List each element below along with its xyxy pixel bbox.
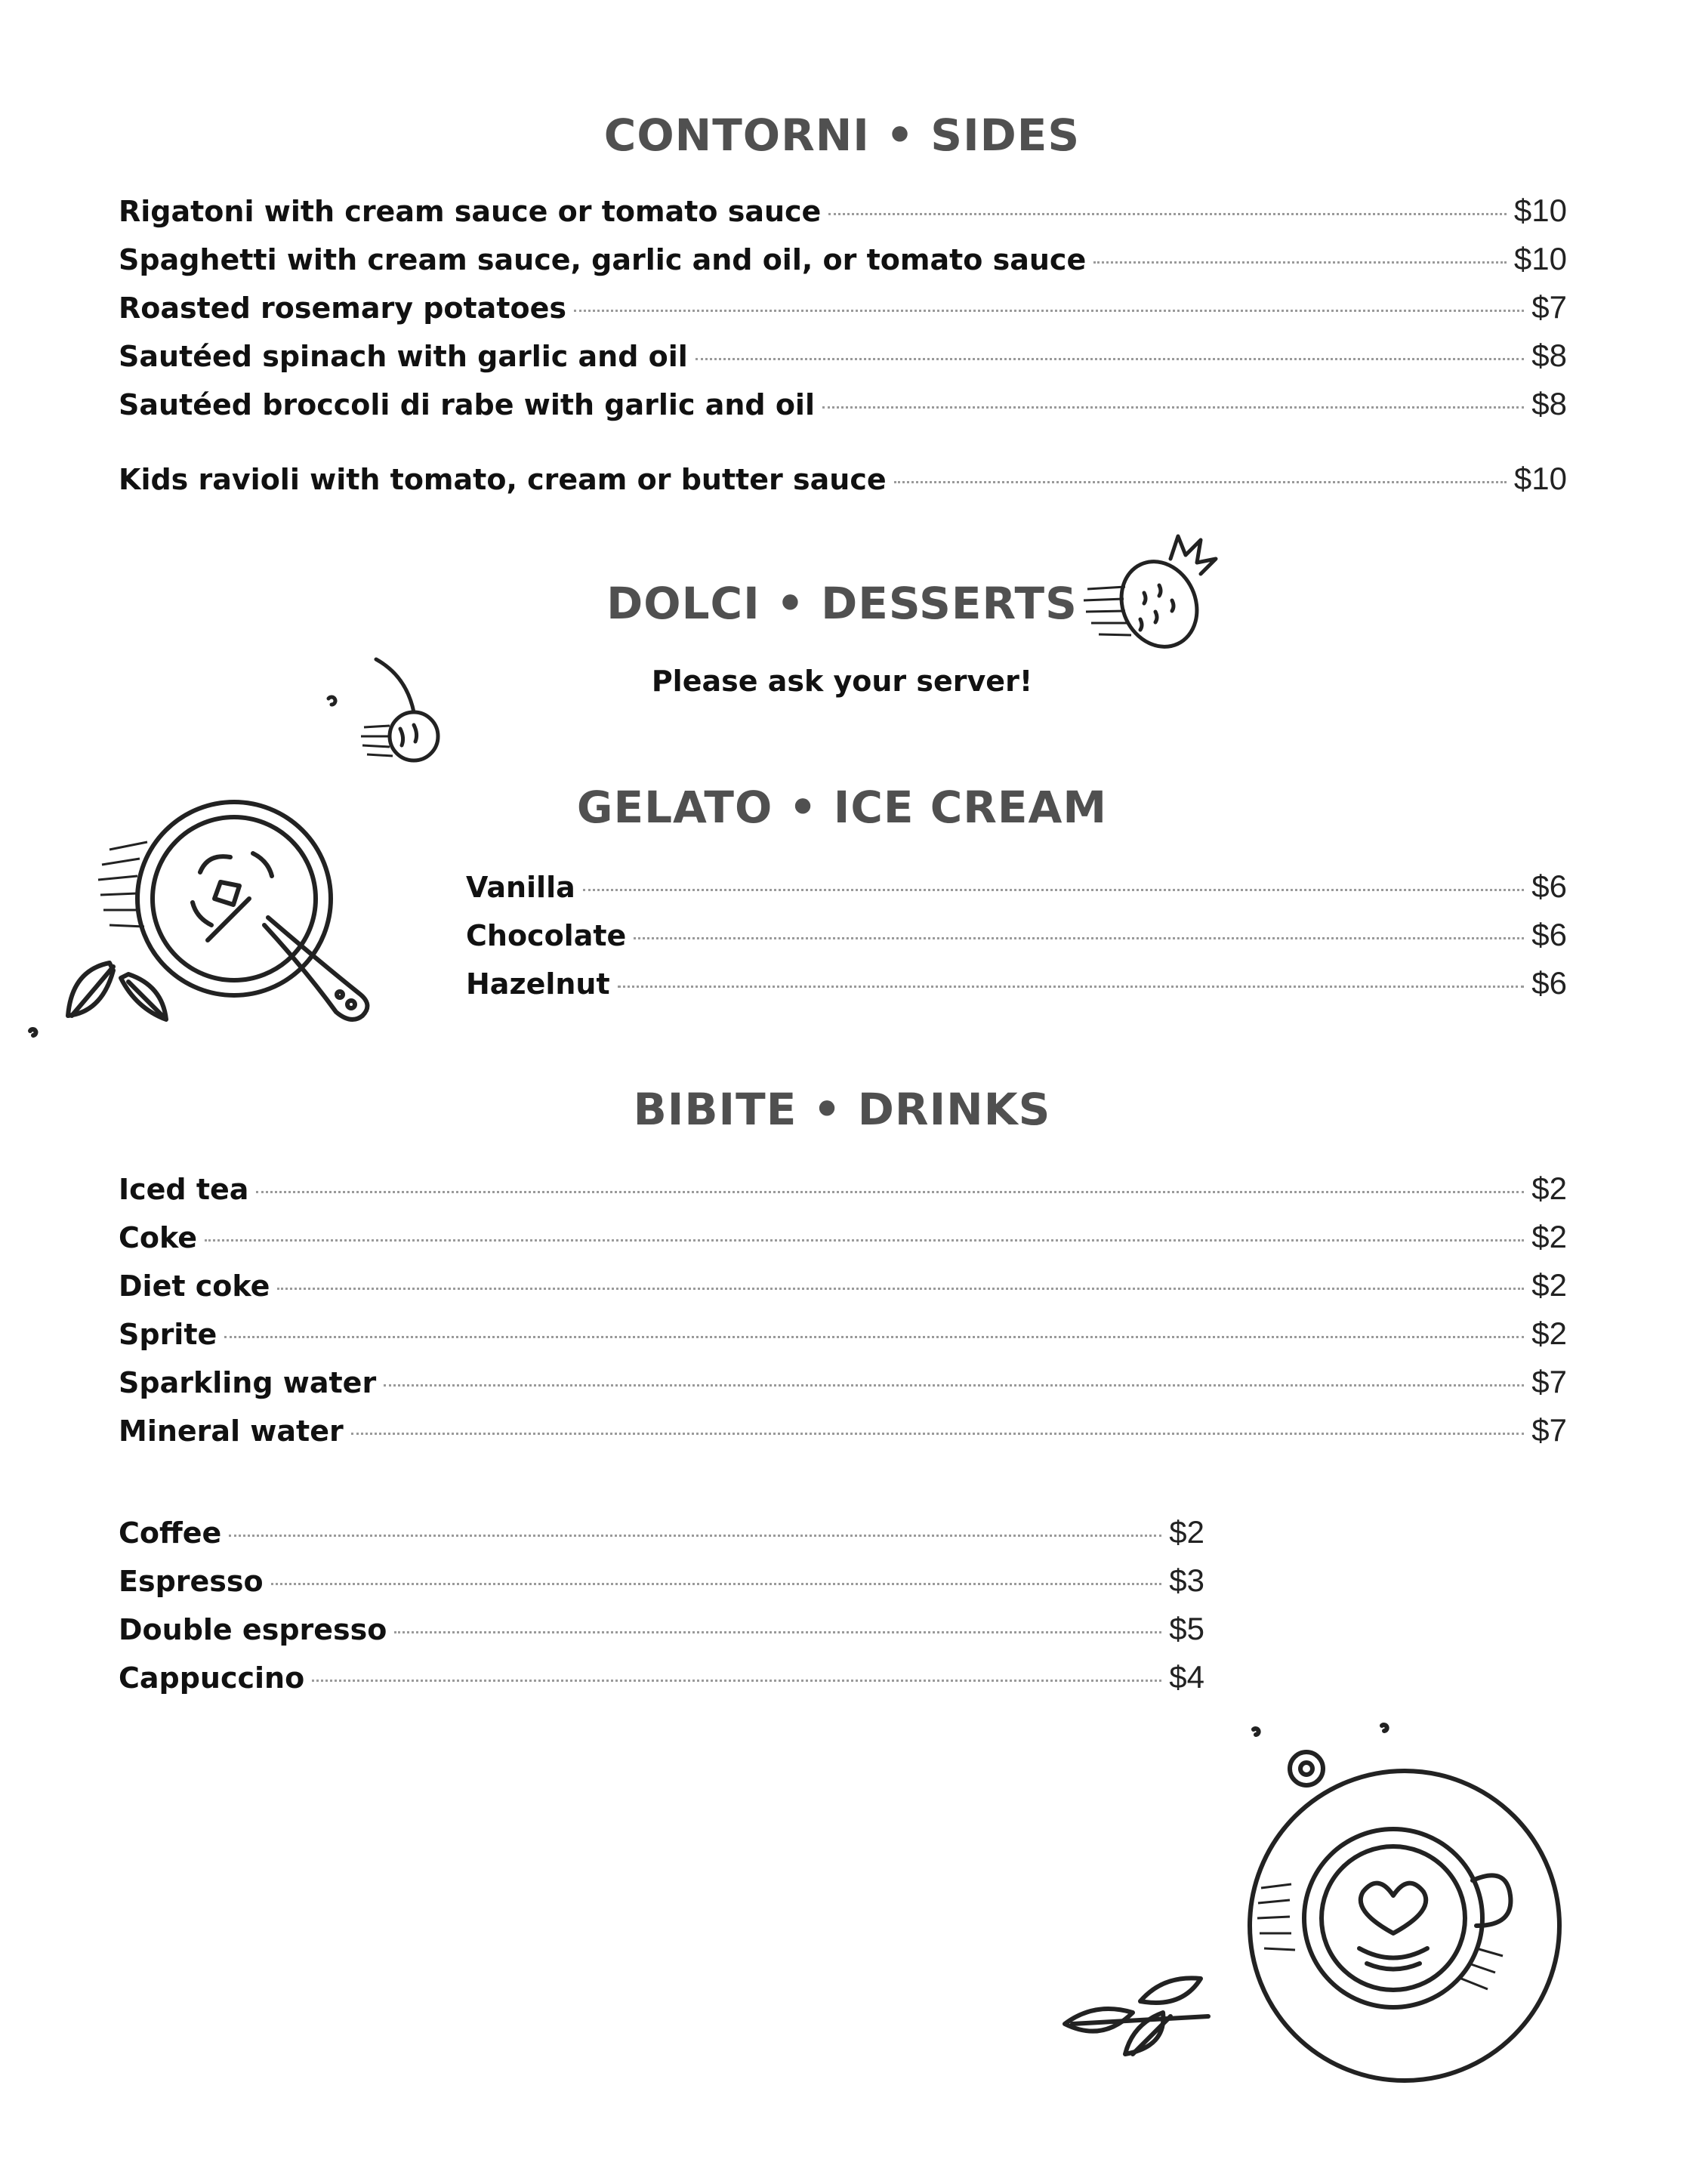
dot-leader [384,1384,1524,1387]
item-price: $10 [1513,193,1567,228]
menu-item [119,338,1567,386]
dot-leader [894,481,1507,483]
item-name: Vanilla [466,871,575,904]
menu-item [119,241,1567,289]
item-name: Coke [119,1221,198,1254]
menu-item [119,1171,1567,1219]
hot-drinks-list [119,1514,1204,1707]
dot-leader [583,889,1525,891]
menu-item [119,289,1567,338]
dot-leader [394,1631,1161,1633]
dot-leader [312,1680,1161,1682]
item-price: $2 [1531,1316,1567,1351]
dot-leader [828,213,1507,215]
gelato-list [466,868,1567,1013]
gelato-heading: GELATO • ICE CREAM [576,782,1108,833]
item-name: Sparkling water [119,1366,377,1399]
desserts-note: Please ask your server! [651,665,1033,698]
item-price: $10 [1513,241,1567,276]
item-price: $3 [1169,1562,1204,1598]
menu-item [119,1316,1567,1364]
item-price: $6 [1531,965,1567,1001]
strawberry-icon [1080,525,1231,668]
item-name: Sautéed broccoli di rabe with garlic and oil [119,388,815,421]
sides-heading: CONTORNI • SIDES [603,110,1081,161]
dot-leader [229,1535,1161,1537]
item-name: Double espresso [119,1613,387,1646]
item-name: Sautéed spinach with garlic and oil [119,340,688,373]
menu-item [119,1219,1567,1267]
dot-leader [822,406,1524,409]
drinks-heading: BIBITE • DRINKS [633,1084,1051,1135]
menu-item [466,868,1567,917]
menu-item [466,917,1567,965]
coffee-cup-icon [1050,1699,1593,2122]
dot-leader [618,986,1525,988]
cherry-icon [317,646,453,774]
item-price: $8 [1531,338,1567,373]
item-price: $8 [1531,386,1567,421]
item-name: Kids ravioli with tomato, cream or butter sauce [119,463,887,496]
item-price: $2 [1531,1219,1567,1254]
dot-leader [224,1336,1524,1338]
menu-item [119,1267,1567,1316]
kids-list [119,461,1567,509]
dot-leader [351,1433,1525,1435]
dot-leader [256,1191,1524,1193]
menu-item [119,1412,1567,1461]
item-price: $6 [1531,917,1567,952]
dot-leader [271,1583,1162,1585]
item-price: $7 [1531,1412,1567,1448]
menu-item-kids [119,461,1567,509]
item-name: Coffee [119,1516,222,1550]
item-price: $2 [1531,1267,1567,1303]
sides-list [119,193,1567,434]
item-price: $10 [1513,461,1567,496]
item-price: $7 [1531,289,1567,325]
menu-item [119,1514,1204,1562]
item-price: $6 [1531,868,1567,904]
item-name: Spaghetti with cream sauce, garlic and oil, or tomato sauce [119,243,1087,276]
menu-item [119,386,1567,434]
dot-leader [695,358,1524,360]
item-name: Hazelnut [466,967,610,1001]
item-name: Rigatoni with cream sauce or tomato sauce [119,195,822,228]
cold-drinks-list [119,1171,1567,1461]
item-name: Diet coke [119,1269,270,1303]
item-name: Mineral water [119,1414,344,1448]
item-name: Cappuccino [119,1661,305,1695]
dot-leader [277,1288,1524,1290]
dot-leader [574,310,1524,312]
desserts-heading: DOLCI • DESSERTS [606,578,1078,629]
menu-item [466,965,1567,1013]
menu-item [119,1659,1204,1707]
item-price: $7 [1531,1364,1567,1399]
item-price: $2 [1169,1514,1204,1550]
item-name: Chocolate [466,919,627,952]
item-price: $5 [1169,1611,1204,1646]
menu-item [119,1364,1567,1412]
item-price: $2 [1531,1171,1567,1206]
ice-cream-bowl-icon [19,789,412,1069]
dot-leader [1093,261,1507,264]
item-price: $4 [1169,1659,1204,1695]
dot-leader [634,937,1524,939]
menu-item [119,1562,1204,1611]
item-name: Espresso [119,1565,264,1598]
dot-leader [205,1239,1524,1242]
item-name: Iced tea [119,1173,249,1206]
menu-item [119,1611,1204,1659]
menu-item [119,193,1567,241]
item-name: Roasted rosemary potatoes [119,292,566,325]
item-name: Sprite [119,1318,217,1351]
